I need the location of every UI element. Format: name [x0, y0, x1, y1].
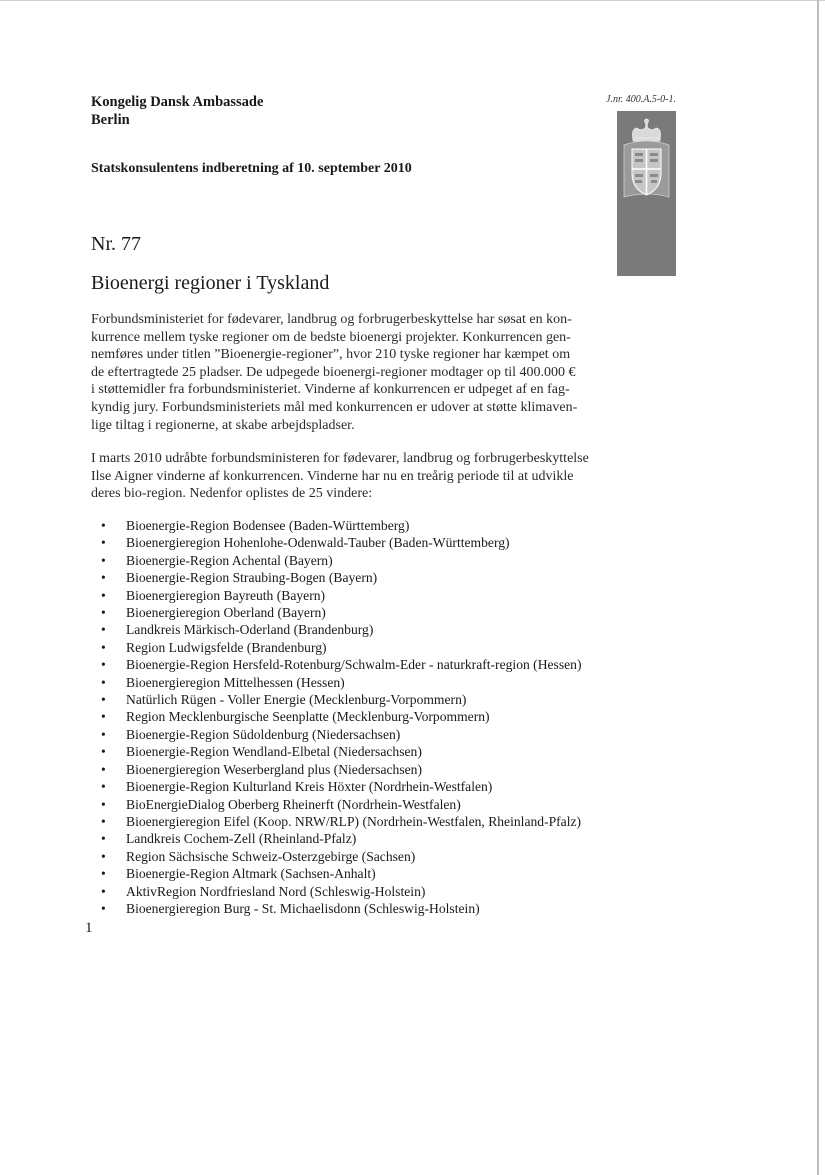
list-item: • Natürlich Rügen - Voller Energie (Mecklenburg-Vorpommern): [101, 691, 582, 708]
list-item: • Landkreis Märkisch-Oderland (Brandenburg): [101, 621, 582, 638]
paragraph-line: kurrence mellem tyske regioner om de bedste bioenergi projekter. Konkurrencen gen-: [91, 329, 571, 345]
paragraph-line: nemføres under titlen ”Bioenergie-regioner”, hvor 210 tyske regioner har kæmpet om: [91, 347, 571, 363]
list-item: • Bioenergieregion Bayreuth (Bayern): [101, 587, 582, 604]
sender-city: Berlin: [91, 112, 130, 128]
list-item: • Bioenergieregion Burg - St. Michaelisdonn (Schleswig-Holstein): [101, 900, 582, 917]
list-item: • Bioenergieregion Mittelhessen (Hessen): [101, 674, 582, 691]
list-item: • Bioenergieregion Oberland (Bayern): [101, 604, 582, 621]
paragraph-line: deres bio-region. Nedenfor oplistes de 25 vindere:: [91, 486, 373, 502]
journal-reference: J.nr. 400.A.5-0-1.: [606, 94, 676, 105]
paragraph-line: de eftertragtede 25 pladser. De udpegede bioenergi-regioner modtager op til 400.000 €: [91, 364, 576, 380]
sender-block: [91, 93, 263, 129]
paragraph-line: I marts 2010 udråbte forbundsministeren for fødevarer, landbrug og forbrugerbeskyttelse: [91, 451, 589, 466]
paragraph-intro: [91, 311, 611, 434]
document-number: Nr. 77: [91, 233, 141, 255]
paragraph-line: i støttemidler fra forbundsministeriet. Vinderne af konkurrencen er udpeget af en fag-: [91, 382, 570, 398]
report-date-line: Statskonsulentens indberetning af 10. september 2010: [91, 161, 412, 176]
list-item: • Bioenergie-Region Südoldenburg (Niedersachsen): [101, 726, 582, 743]
coat-of-arms-icon: [617, 111, 676, 276]
list-item: • Region Sächsische Schweiz-Osterzgebirge (Sachsen): [101, 848, 582, 865]
scan-edge-right: [817, 0, 819, 1175]
paragraph-winners-intro: [91, 450, 611, 503]
list-item: • Bioenergie-Region Altmark (Sachsen-Anhalt): [101, 865, 582, 882]
scan-edge-top: [0, 0, 825, 1]
page-number: 1: [85, 920, 93, 936]
winners-list: [101, 517, 582, 917]
list-item: • Bioenergie-Region Achental (Bayern): [101, 552, 582, 569]
list-item: • Bioenergieregion Eifel (Koop. NRW/RLP) (Nordrhein-Westfalen, Rheinland-Pfalz): [101, 813, 582, 830]
paragraph-line: lige tiltag i regionerne, at skabe arbejdspladser.: [91, 417, 355, 433]
list-item: • Bioenergieregion Weserbergland plus (Niedersachsen): [101, 761, 582, 778]
document-title: Bioenergi regioner i Tyskland: [91, 272, 330, 294]
paragraph-line: kyndig jury. Forbundsministeriets mål med konkurrencen er udover at støtte klimaven-: [91, 399, 578, 415]
list-item: • Landkreis Cochem-Zell (Rheinland-Pfalz): [101, 830, 582, 847]
list-item: • AktivRegion Nordfriesland Nord (Schleswig-Holstein): [101, 883, 582, 900]
list-item: • Bioenergie-Region Wendland-Elbetal (Niedersachsen): [101, 743, 582, 760]
sender-name: Kongelig Dansk Ambassade: [91, 94, 264, 110]
list-item: • Bioenergieregion Hohenlohe-Odenwald-Tauber (Baden-Württemberg): [101, 534, 582, 551]
list-item: • Region Mecklenburgische Seenplatte (Mecklenburg-Vorpommern): [101, 708, 582, 725]
paragraph-line: Ilse Aigner vinderne af konkurrencen. Vinderne har nu en treårig periode til at udvikle: [91, 468, 574, 484]
paragraph-line: Forbundsministeriet for fødevarer, landbrug og forbrugerbeskyttelse har søsat en kon-: [91, 312, 572, 327]
list-item: • BioEnergieDialog Oberberg Rheinerft (Nordrhein-Westfalen): [101, 796, 582, 813]
list-item: • Region Ludwigsfelde (Brandenburg): [101, 639, 582, 656]
list-item: • Bioenergie-Region Straubing-Bogen (Bayern): [101, 569, 582, 586]
list-item: • Bioenergie-Region Kulturland Kreis Höxter (Nordrhein-Westfalen): [101, 778, 582, 795]
list-item: • Bioenergie-Region Hersfeld-Rotenburg/Schwalm-Eder - naturkraft-region (Hessen): [101, 656, 582, 673]
list-item: • Bioenergie-Region Bodensee (Baden-Württemberg): [101, 517, 582, 534]
